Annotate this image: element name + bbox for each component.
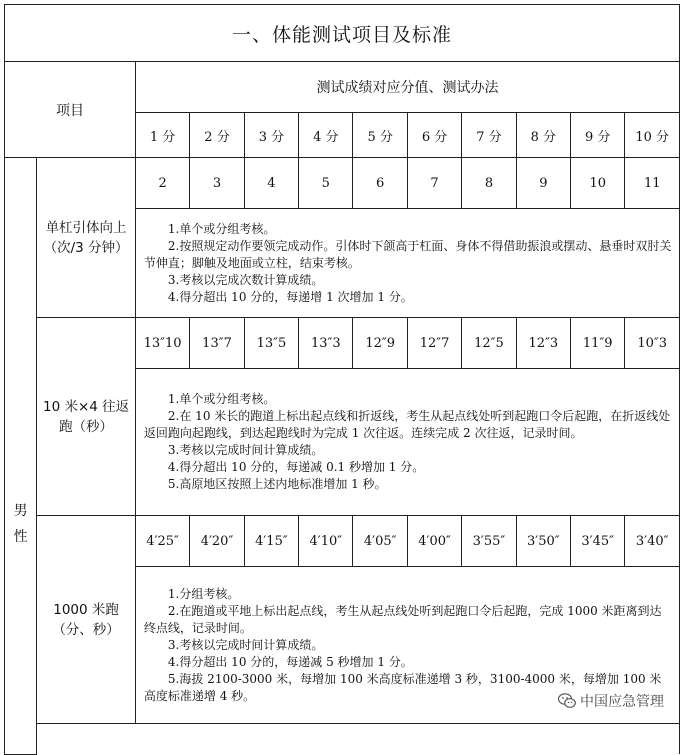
method-line: 2.在跑道或平地上标出起点线，考生从起点线处听到起跑口令后起跑，完成 1000 米距离到达终点线，记录时间。 — [143, 603, 662, 635]
score-col-header: 9 分 — [571, 113, 625, 158]
table-title: 一、体能测试项目及标准 — [5, 5, 680, 62]
method-line: 2.按照规定动作要领完成动作。引体时下颌高于杠面、身体不得借助振浪或摆动、悬垂时双肘关节伸直；脚触及地面或立柱，结束考核。 — [143, 238, 672, 270]
value-cell: 3 — [190, 158, 244, 209]
score-col-header: 8 分 — [516, 113, 570, 158]
score-col-header: 6 分 — [407, 113, 461, 158]
value-cell: 5 — [299, 158, 353, 209]
method-line: 3.考核以完成时间计算成绩。 — [167, 637, 324, 652]
score-col-header: 5 分 — [353, 113, 407, 158]
value-cell: 3′40″ — [625, 516, 680, 567]
gender-char: 男 — [13, 503, 28, 519]
value-cell: 3′55″ — [462, 516, 516, 567]
method-cell — [135, 209, 679, 318]
method-line: 1.单个或分组考核。 — [167, 392, 276, 406]
event-name: 1000 米跑（分、秒） — [37, 516, 136, 724]
value-cell: 13″5 — [244, 318, 298, 369]
method-line: 4.得分超出 10 分的，每递减 0.1 秒增加 1 分。 — [167, 460, 425, 474]
method-line: 1.分组考核。 — [167, 586, 240, 601]
value-cell: 4′10″ — [299, 516, 353, 567]
value-cell: 6 — [353, 158, 407, 209]
value-cell: 8 — [462, 158, 516, 209]
score-col-header: 4 分 — [299, 113, 353, 158]
method-line: 5.海拔 2100-3000 米，每增加 100 米高度标准递增 3 秒，3100-4000 米，每增加 100 米高度标准递增 4 秒。 — [143, 671, 662, 703]
value-cell: 2 — [135, 158, 189, 209]
value-cell: 13″7 — [190, 318, 244, 369]
value-cell: 4 — [244, 158, 298, 209]
method-line: 3.考核以完成时间计算成绩。 — [167, 443, 324, 457]
value-cell: 4′05″ — [353, 516, 407, 567]
method-line: 4.得分超出 10 分的，每递增 1 次增加 1 分。 — [167, 289, 413, 304]
value-cell: 10 — [571, 158, 625, 209]
value-cell: 12″5 — [462, 318, 516, 369]
gender-char: 性 — [13, 529, 28, 545]
value-cell: 3′45″ — [571, 516, 625, 567]
gender-cell — [5, 158, 37, 755]
value-cell: 4′00″ — [407, 516, 461, 567]
value-cell: 3′50″ — [516, 516, 570, 567]
method-line: 3.考核以完成次数计算成绩。 — [167, 272, 324, 287]
score-col-header: 1 分 — [135, 113, 189, 158]
standards-table — [4, 4, 680, 755]
watermark — [558, 691, 664, 711]
method-line: 2.在 10 米长的跑道上标出起点线和折返线，考生从起点线处听到起跑口令后起跑，在折返线处返回跑向起跑线，到达起跑线时为完成 1 次往返。连续完成 2 次往返，记录时间。 — [143, 409, 671, 440]
value-cell: 11″9 — [571, 318, 625, 369]
score-header: 测试成绩对应分值、测试办法 — [135, 62, 679, 113]
value-cell: 7 — [407, 158, 461, 209]
event-name: 10 米×4 往返跑（秒） — [37, 318, 136, 516]
wechat-icon — [558, 693, 576, 709]
value-cell: 10″3 — [625, 318, 680, 369]
value-cell: 12″3 — [516, 318, 570, 369]
score-col-header: 3 分 — [244, 113, 298, 158]
method-cell — [135, 369, 679, 516]
method-line: 5.高原地区按照上述内地标准增加 1 秒。 — [167, 477, 387, 491]
value-cell: 4′15″ — [244, 516, 298, 567]
value-cell: 12″9 — [353, 318, 407, 369]
score-col-header: 2 分 — [190, 113, 244, 158]
watermark-text: 中国应急管理 — [580, 694, 664, 710]
score-col-header: 10 分 — [625, 113, 680, 158]
method-line: 4.得分超出 10 分的，每递减 5 秒增加 1 分。 — [167, 654, 413, 669]
value-cell: 12″7 — [407, 318, 461, 369]
value-cell: 13″10 — [135, 318, 189, 369]
method-line: 1.单个或分组考核。 — [167, 221, 276, 236]
value-cell: 13″3 — [299, 318, 353, 369]
next-row-stub — [37, 724, 680, 755]
value-cell: 4′25″ — [135, 516, 189, 567]
item-header: 项目 — [5, 62, 136, 158]
value-cell: 11 — [625, 158, 680, 209]
score-col-header: 7 分 — [462, 113, 516, 158]
value-cell: 4′20″ — [190, 516, 244, 567]
event-name: 单杠引体向上（次/3 分钟） — [37, 158, 136, 318]
value-cell: 9 — [516, 158, 570, 209]
